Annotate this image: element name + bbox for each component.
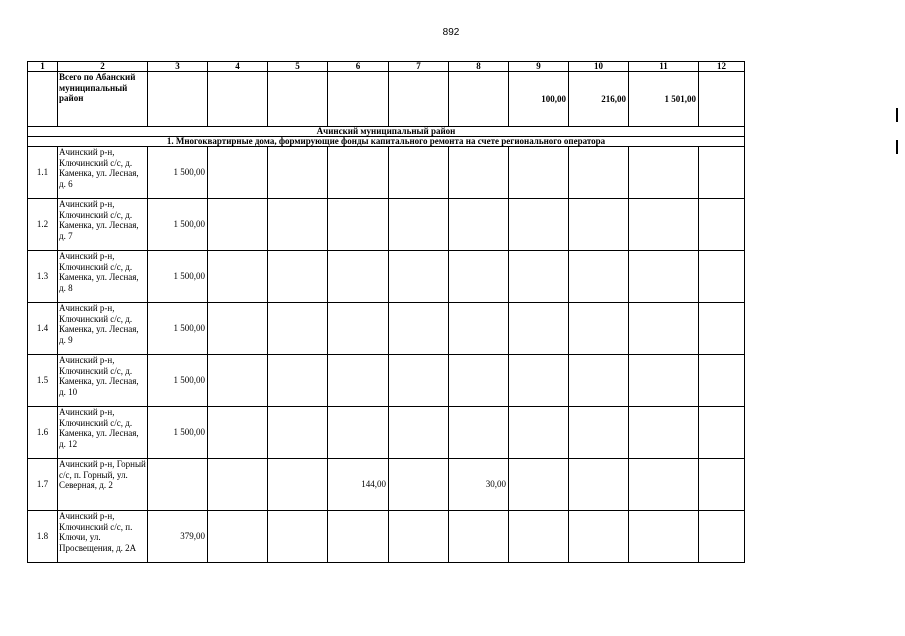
row-value	[699, 147, 745, 199]
scan-edge-mark	[896, 140, 898, 154]
row-value	[629, 199, 699, 251]
scan-edge-mark	[896, 108, 898, 122]
row-address: Ачинский р-н, Ключинский с/с, д. Каменка, ул. Лесная, д. 12	[58, 407, 148, 459]
row-value: 1 500,00	[148, 355, 208, 407]
row-value	[569, 407, 629, 459]
row-value	[629, 511, 699, 563]
row-value	[449, 251, 509, 303]
row-address: Ачинский р-н, Ключинский с/с, д. Каменка, ул. Лесная, д. 6	[58, 147, 148, 199]
total-value	[148, 72, 208, 127]
total-index-cell	[28, 72, 58, 127]
row-value	[328, 407, 389, 459]
row-value	[629, 303, 699, 355]
row-value: 30,00	[449, 459, 509, 511]
total-value	[328, 72, 389, 127]
total-value: 100,00	[509, 72, 569, 127]
row-value	[629, 407, 699, 459]
row-value	[449, 511, 509, 563]
row-value: 379,00	[148, 511, 208, 563]
row-value	[328, 199, 389, 251]
table-row	[28, 147, 745, 199]
total-label: Всего по Абанский муниципальный район	[58, 72, 148, 127]
row-value	[208, 459, 268, 511]
row-index: 1.7	[28, 459, 58, 511]
row-index: 1.5	[28, 355, 58, 407]
column-header-row	[28, 62, 745, 72]
row-address: Ачинский р-н, Ключинский с/с, д. Каменка, ул. Лесная, д. 8	[58, 251, 148, 303]
row-value	[208, 199, 268, 251]
row-value	[268, 199, 328, 251]
row-value	[699, 407, 745, 459]
row-value	[208, 511, 268, 563]
col-header: 12	[699, 62, 745, 72]
row-value	[389, 147, 449, 199]
col-header: 4	[208, 62, 268, 72]
row-value	[449, 147, 509, 199]
col-header: 7	[389, 62, 449, 72]
row-value	[389, 251, 449, 303]
row-value	[509, 199, 569, 251]
row-value	[449, 303, 509, 355]
row-index: 1.4	[28, 303, 58, 355]
row-value	[328, 355, 389, 407]
total-value	[268, 72, 328, 127]
page-number: 892	[442, 27, 460, 38]
row-value	[389, 355, 449, 407]
row-value	[449, 199, 509, 251]
section-title: 1. Многоквартирные дома, формирующие фонды капитального ремонта на счете регионального оператора	[28, 137, 745, 147]
col-header: 8	[449, 62, 509, 72]
row-value	[208, 407, 268, 459]
row-value	[509, 147, 569, 199]
row-value	[699, 355, 745, 407]
table-row	[28, 199, 745, 251]
table-row	[28, 355, 745, 407]
col-header: 9	[509, 62, 569, 72]
district-title-row	[28, 127, 745, 137]
col-header: 5	[268, 62, 328, 72]
table-row	[28, 459, 745, 511]
row-value	[268, 147, 328, 199]
row-value	[389, 303, 449, 355]
row-index: 1.6	[28, 407, 58, 459]
row-value	[509, 251, 569, 303]
row-value	[449, 407, 509, 459]
row-value	[328, 511, 389, 563]
total-value: 1 501,00	[629, 72, 699, 127]
col-header: 11	[629, 62, 699, 72]
row-index: 1.3	[28, 251, 58, 303]
row-address: Ачинский р-н, Ключинский с/с, д. Каменка, ул. Лесная, д. 10	[58, 355, 148, 407]
col-header: 1	[28, 62, 58, 72]
total-value: 216,00	[569, 72, 629, 127]
row-value	[268, 511, 328, 563]
row-value	[629, 459, 699, 511]
row-value	[569, 511, 629, 563]
total-row	[28, 72, 745, 127]
row-value	[268, 303, 328, 355]
row-value	[268, 407, 328, 459]
row-value	[328, 251, 389, 303]
row-address: Ачинский р-н, Ключинский с/с, д. Каменка, ул. Лесная, д. 9	[58, 303, 148, 355]
table-row	[28, 511, 745, 563]
row-index: 1.2	[28, 199, 58, 251]
row-value: 1 500,00	[148, 199, 208, 251]
row-value	[629, 355, 699, 407]
row-value	[389, 199, 449, 251]
row-value	[509, 511, 569, 563]
row-value: 1 500,00	[148, 251, 208, 303]
row-value	[699, 251, 745, 303]
row-value	[208, 251, 268, 303]
row-value: 144,00	[328, 459, 389, 511]
row-value	[699, 511, 745, 563]
row-value: 1 500,00	[148, 407, 208, 459]
row-index: 1.8	[28, 511, 58, 563]
row-value	[268, 251, 328, 303]
col-header: 3	[148, 62, 208, 72]
row-value: 1 500,00	[148, 303, 208, 355]
total-value	[699, 72, 745, 127]
row-value	[389, 407, 449, 459]
row-value	[509, 459, 569, 511]
row-value	[509, 407, 569, 459]
row-value	[569, 355, 629, 407]
row-value	[569, 147, 629, 199]
row-value	[699, 303, 745, 355]
table-row	[28, 251, 745, 303]
row-address: Ачинский р-н, Ключинский с/с, д. Каменка, ул. Лесная, д. 7	[58, 199, 148, 251]
capital-repair-table	[27, 61, 745, 563]
row-value	[569, 459, 629, 511]
row-value	[389, 459, 449, 511]
row-value	[389, 511, 449, 563]
row-value	[328, 147, 389, 199]
district-title: Ачинский муниципальный район	[28, 127, 745, 137]
row-index: 1.1	[28, 147, 58, 199]
row-value	[509, 355, 569, 407]
row-value	[449, 355, 509, 407]
total-value	[208, 72, 268, 127]
row-value	[629, 147, 699, 199]
row-value	[208, 303, 268, 355]
row-value	[629, 251, 699, 303]
col-header: 10	[569, 62, 629, 72]
row-value	[509, 303, 569, 355]
row-value	[569, 251, 629, 303]
row-value	[569, 199, 629, 251]
section-title-row	[28, 137, 745, 147]
row-value	[328, 303, 389, 355]
row-address: Ачинский р-н, Горный с/с, п. Горный, ул. Северная, д. 2	[58, 459, 148, 511]
row-value	[268, 459, 328, 511]
row-value: 1 500,00	[148, 147, 208, 199]
row-value	[699, 199, 745, 251]
table-row	[28, 303, 745, 355]
total-value	[389, 72, 449, 127]
col-header: 2	[58, 62, 148, 72]
row-value	[208, 355, 268, 407]
table-row	[28, 407, 745, 459]
row-value	[148, 459, 208, 511]
row-value	[208, 147, 268, 199]
row-value	[699, 459, 745, 511]
col-header: 6	[328, 62, 389, 72]
total-value	[449, 72, 509, 127]
row-value	[569, 303, 629, 355]
row-value	[268, 355, 328, 407]
row-address: Ачинский р-н, Ключинский с/с, п. Ключи, ул. Просвещения, д. 2А	[58, 511, 148, 563]
